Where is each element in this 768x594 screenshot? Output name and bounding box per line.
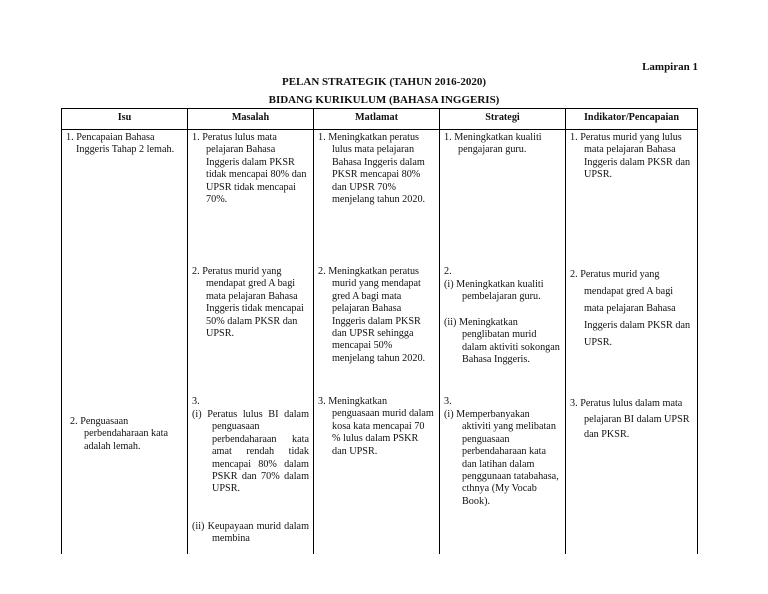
strategi-item-2-ii: (ii) Meningkatkan penglibatan murid dalam aktiviti sokongan Bahasa Inggeris. [444, 317, 560, 366]
cell-masalah [188, 130, 314, 555]
isu-item-2: 2. Penguasaan perbendaharaan kata adalah lemah. [70, 416, 168, 452]
strategi-item-2-number: 2. [444, 266, 452, 277]
strategi-item-2-i: (i) Meningkatkan kualiti pembelajaran guru. [444, 279, 544, 303]
strategi-item-1: 1. Meningkatkan kualiti pengajaran guru. [444, 132, 542, 156]
masalah-item-3-i: (i) Peratus lulus BI dalam penguasaan perbendaharaan kata amat rendah tidak mencapai 80% dalam PSKR dan 70% dalam UPSR. [192, 409, 309, 495]
masalah-item-2: 2. Peratus murid yang mendapat gred A bagi mata pelajaran Bahasa Inggeris tidak mencapai 50% dalam PKSR dan UPSR. [192, 266, 304, 340]
document-title: PELAN STRATEGIK (TAHUN 2016-2020) [281, 76, 487, 88]
matlamat-item-2: 2. Meningkatkan peratus murid yang mendapat gred A bagi mata pelajaran Bahasa Inggeris dalam PKSR dan UPSR sehingga mencapai 50% menjelang tahun 2020. [318, 266, 426, 364]
cell-matlamat [314, 130, 440, 555]
masalah-item-3-number: 3. [192, 396, 200, 407]
indikator-item-2: 2. Peratus murid yang mendapat gred A bagi mata pelajaran Bahasa Inggeris dalam PKSR dan UPSR. [570, 269, 691, 348]
indikator-item-3: 3. Peratus lulus dalam mata pelajaran BI dalam UPSR dan PKSR. [570, 398, 690, 440]
matlamat-item-3: 3. Meningkatkan penguasaan murid dalam kosa kata mencapai 70 % lulus dalam PSKR dan UPSR. [318, 396, 434, 457]
document-subtitle: BIDANG KURIKULUM (BAHASA INGGERIS) [268, 94, 500, 106]
table-header-row [62, 109, 698, 130]
column-header-matlamat: Matlamat [314, 109, 440, 130]
column-header-strategi: Strategi [440, 109, 566, 130]
column-header-masalah: Masalah [188, 109, 314, 130]
cell-strategi [440, 130, 566, 555]
table-row [62, 130, 698, 555]
strategi-item-3-i: (i) Memperbanyakan aktiviti yang melibatan penguasaan perbendaharaan kata dan latihan dalam penggunaan tatabahasa, cthnya (My Vocab Book). [444, 409, 559, 507]
column-header-indikator: Indikator/Pencapaian [566, 109, 698, 130]
column-header-isu: Isu [62, 109, 188, 130]
appendix-label: Lampiran 1 [642, 61, 698, 73]
strategi-item-3-number: 3. [444, 396, 452, 407]
masalah-item-1: 1. Peratus lulus mata pelajaran Bahasa Inggeris dalam PKSR tidak mencapai 80% dan UPSR tidak mencapai 70%. [192, 132, 307, 206]
cell-indikator [566, 130, 698, 555]
masalah-item-3-ii: (ii) Keupayaan murid dalam membina [192, 521, 309, 545]
cell-isu [62, 130, 188, 555]
isu-item-1: 1. Pencapaian Bahasa Inggeris Tahap 2 lemah. [66, 132, 175, 156]
matlamat-item-1: 1. Meningkatkan peratus lulus mata pelajaran Bahasa Inggeris dalam PKSR mencapai 80% dan UPSR 70% menjelang tahun 2020. [318, 132, 426, 206]
strategy-table [61, 108, 698, 554]
indikator-item-1: 1. Peratus murid yang lulus mata pelajaran Bahasa Inggeris dalam PKSR dan UPSR. [570, 132, 691, 181]
